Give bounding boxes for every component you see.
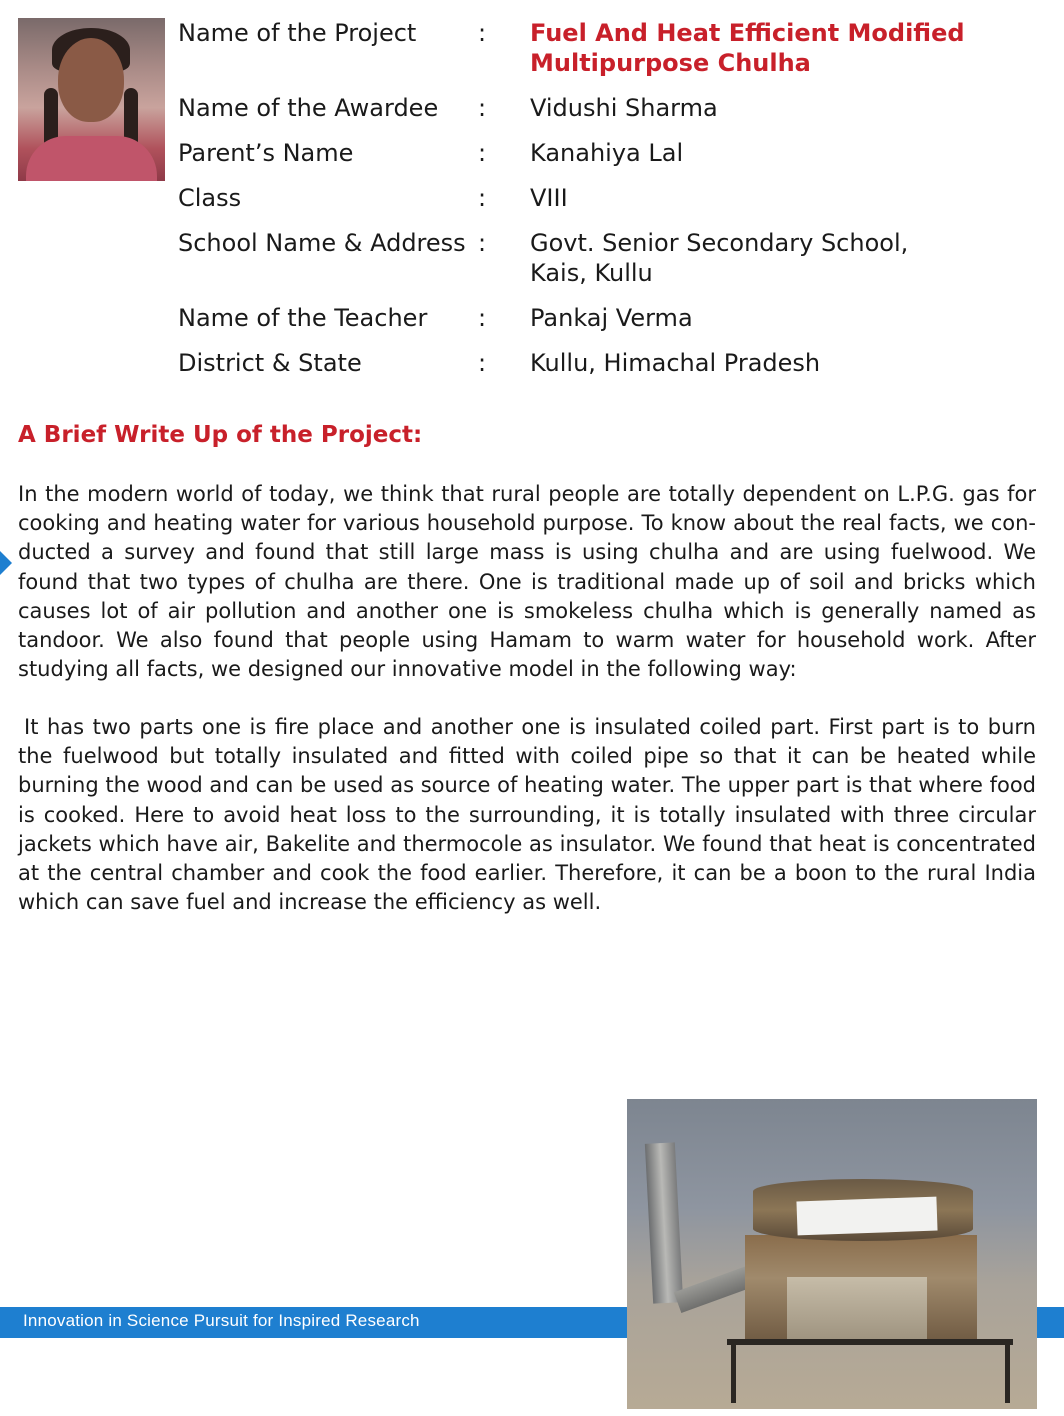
- district-value: Kullu, Himachal Pradesh: [530, 349, 821, 377]
- awardee-photo: [18, 18, 165, 181]
- detail-label: Name of the Awardee: [178, 94, 439, 122]
- photo-face: [58, 38, 124, 122]
- awardee-name-value: Vidushi Sharma: [530, 94, 718, 122]
- detail-colon: :: [478, 94, 487, 122]
- detail-colon: :: [478, 184, 487, 212]
- page-marker-arrow-icon: [0, 551, 12, 575]
- photo-iron-stand: [727, 1339, 1013, 1345]
- class-value: VIII: [530, 184, 568, 212]
- detail-label: District & State: [178, 349, 362, 377]
- project-name-value: Fuel And Heat Efficient Modified Multipurpose Chulha: [530, 19, 965, 77]
- photo-stand-leg: [1005, 1339, 1010, 1403]
- detail-colon: :: [478, 229, 487, 257]
- detail-colon: :: [478, 304, 487, 332]
- detail-row-teacher: [178, 303, 1038, 333]
- detail-colon: :: [478, 349, 487, 377]
- detail-row-parent: [178, 138, 1038, 168]
- parent-name-value: Kanahiya Lal: [530, 139, 684, 167]
- detail-row-district: [178, 348, 1038, 378]
- write-up-paragraph-2: It has two parts one is fire place and another one is insulated coiled part. First part is to burn the fuelwood but totally insulated and fitted with coiled pipe so that it can be heated while burning the wood and can be used as source of heating water. The upper part is that where food is cooked. Here to avoid heat loss to the surrounding, it is totally insulated with three circular jackets which have air, Bakelite and thermocole as insulator. We found that heat is concentrated at the central chamber and cook the food earlier. Therefore, it can be a boon to the rural India which can save fuel and increase the efficiency as well.: [18, 715, 1036, 915]
- teacher-value: Pankaj Verma: [530, 304, 693, 332]
- detail-colon: :: [478, 19, 487, 47]
- detail-row-school: [178, 228, 1038, 288]
- detail-label: Name of the Project: [178, 19, 417, 47]
- chulha-model-photo: [627, 1099, 1037, 1409]
- detail-row-class: [178, 183, 1038, 213]
- detail-row-awardee: [178, 93, 1038, 123]
- detail-row-project: [178, 18, 1038, 78]
- photo-stove-door: [787, 1277, 927, 1343]
- detail-colon: :: [478, 139, 487, 167]
- awardee-details: [178, 18, 1038, 393]
- detail-label: School Name & Address: [178, 229, 466, 257]
- write-up-title: A Brief Write Up of the Project:: [18, 422, 423, 448]
- detail-label: Class: [178, 184, 242, 212]
- detail-label: Name of the Teacher: [178, 304, 428, 332]
- footer-text: Innovation in Science Pursuit for Inspired Research: [23, 1311, 420, 1330]
- photo-chimney-pipe: [645, 1142, 683, 1303]
- detail-label: Parent’s Name: [178, 139, 354, 167]
- photo-shirt: [26, 136, 157, 181]
- photo-stand-leg: [731, 1339, 736, 1403]
- write-up-paragraph-1: In the modern world of today, we think that rural people are totally dependent on L.P.G. gas for cooking and heating water for various household purpose. To know about the real facts, we con-ducted a survey and found that still large mass is using chulha and are using fuelwood. We found that two types of chulha are there. One is traditional made up of soil and bricks which causes lot of air pollution and another one is smokeless chulha which is generally named as tandoor. We also found that people using Hamam to warm water for household work. After studying all facts, we designed our innovative model in the following way:: [18, 482, 1036, 682]
- photo-label-sheet: [796, 1197, 937, 1236]
- school-value: Govt. Senior Secondary School, Kais, Kullu: [530, 229, 909, 287]
